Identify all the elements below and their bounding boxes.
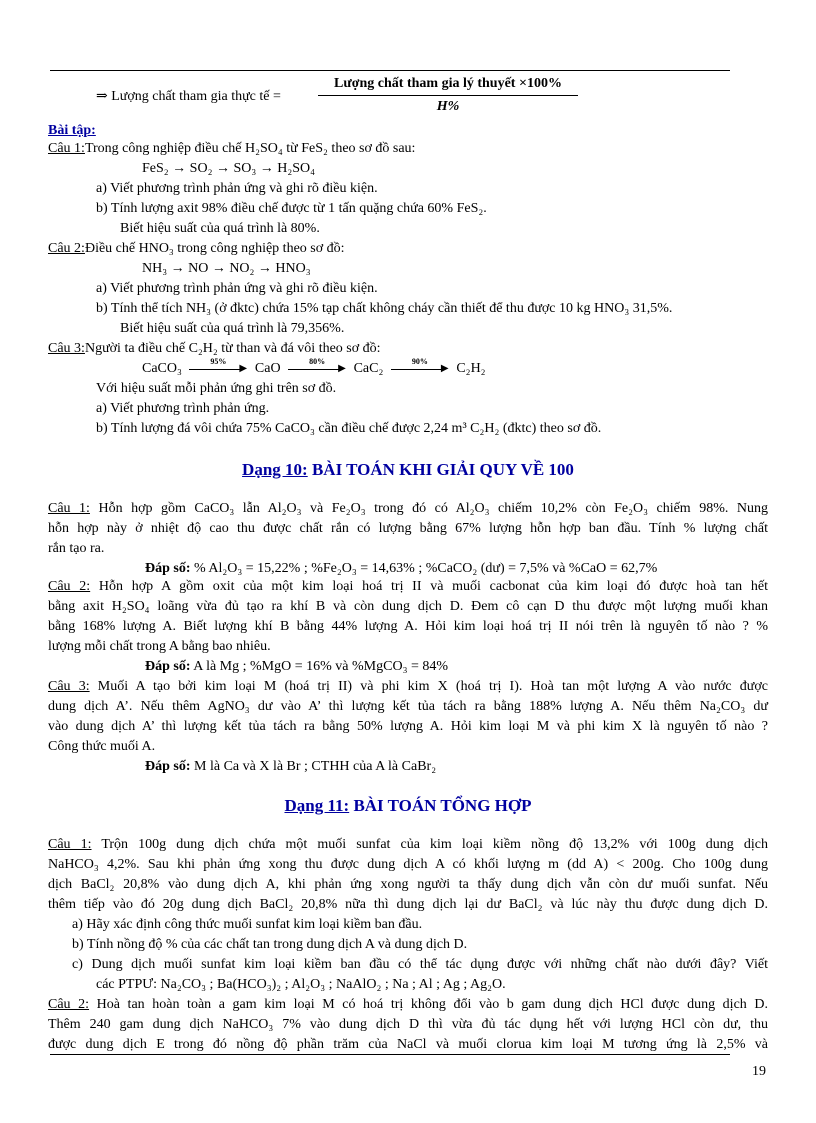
exercise-2 (48, 240, 345, 257)
answer-label: Đáp số: (145, 561, 191, 576)
scheme-species: CaC₂ (353, 361, 384, 376)
formula-numerator: Lượng chất tham gia lý thuyết ×100% (318, 76, 578, 96)
problem-line (48, 578, 768, 595)
question-part-a: a) Hãy xác định công thức muối sunfat kim loại kiềm ban đầu. (72, 917, 423, 932)
answer-text: M là Ca và X là Br ; CTHH của A là CaBr₂ (190, 759, 437, 774)
problem-line (48, 996, 768, 1013)
problem-text: Trộn 100g dung dịch chứa một muối sunfat của kim loại kiềm nồng độ 13,2% với 100g dung dịch (91, 837, 768, 852)
exercise-title: Bài tập: (48, 123, 96, 138)
arrow-icon: 95% ▶ (189, 363, 247, 375)
question-part-b-cont: Biết hiệu suất của quá trình là 79,356%. (120, 321, 345, 336)
section-label: Dạng 11: (284, 796, 350, 815)
question-part-b: b) Tính lượng đá vôi chứa 75% CaCO₃ cần điều chế được 2,24 m³ C₂H₂ (đktc) theo sơ đồ. (96, 421, 602, 436)
problem-text: Muối A tạo bởi kim loại M (hoá trị II) và phi kim X (hoá trị I). Hoà tan một lượng A vào nước được (89, 679, 768, 694)
problem-text: Hoà tan hoàn toàn a gam kim loại M có hoá trị không đổi vào b gam dung dịch HCl được dung dịch D. (89, 997, 768, 1012)
problem-line: dịch BaCl₂ 20,8% vào dung dịch A, khi phản ứng xong người ta thấy dung dịch vẫn còn dư muối sunfat. Nếu (48, 877, 768, 892)
problem-line: NaHCO₃ 4,2%. Sau khi phản ứng xong thu được dung dịch A có khối lượng m (dd A) < 200g. Cho 100g dung (48, 857, 768, 872)
problem-line: Thêm 240 gam dung dịch NaHCO₃ 7% vào dung dịch D thì vừa đủ tác dụng hết với lượng HCl còn dư, thu (48, 1017, 768, 1032)
problem-line: vào dung dịch A’ thì lượng kết tủa tách ra bằng 50% lượng A. Hỏi kim loại M và phi kim X là nguyên tố nào ? (48, 719, 768, 734)
problem-line: thêm tiếp vào đó 20g dung dịch BaCl₂ 20,8% nữa thì dung dịch lại dư BaCl₂ và lúc này thu được dung dịch D. (48, 897, 768, 912)
problem-line (48, 836, 768, 853)
question-part-a: a) Viết phương trình phản ứng và ghi rõ điều kiện. (96, 281, 378, 296)
section-heading (0, 796, 816, 816)
arrow-icon: 90% ▶ (391, 363, 449, 375)
answer-text: % Al₂O₃ = 15,22% ; %Fe₂O₃ = 14,63% ; %CaCO₂ (dư) = 7,5% và %CaO = 62,7% (190, 561, 658, 576)
problem-line: hỗn hợp này ở nhiệt độ cao thu được chất rắn có lượng bằng 67% lượng hỗn hợp ban đầu. Tính % lượng chất (48, 521, 768, 536)
formula-prefix: ⇒ Lượng chất tham gia thực tế = (96, 89, 281, 104)
answer-label: Đáp số: (145, 759, 191, 774)
scheme-note: Với hiệu suất mỗi phản ứng ghi trên sơ đồ. (96, 381, 337, 396)
answer-label: Đáp số: (145, 659, 191, 674)
question-part-c: c) Dung dịch muối sunfat kim loại kiềm ban đầu có thể tác dụng được với những chất nào dưới đây? Viết (72, 957, 768, 972)
yield-label: 95% (210, 356, 227, 366)
section-title: BÀI TOÁN TỔNG HỢP (349, 796, 532, 815)
footer-rule (50, 1054, 730, 1055)
answer-line (145, 658, 448, 675)
reaction-scheme: FeS₂ → SO₂ → SO₃ → H₂SO₄ (142, 161, 315, 176)
section-title: BÀI TOÁN KHI GIẢI QUY VỀ 100 (307, 460, 574, 479)
question-label: Câu 2: (48, 997, 90, 1012)
question-label: Câu 1: (48, 141, 85, 156)
problem-line: dung dịch A’. Nếu thêm AgNO₃ dư vào A’ thì lượng kết tủa tách ra bằng 188% lượng A. Nếu thêm Na₂CO₃ dư (48, 699, 768, 714)
answer-line (145, 560, 657, 577)
scheme-species: CaCO₃ (142, 361, 182, 376)
problem-text: Hỗn hợp gồm CaCO₃ lẫn Al₂O₃ và Fe₂O₃ trong đó có Al₂O₃ chiếm 10,2% còn Fe₂O₃ chiếm 98%. Nung (89, 501, 768, 516)
question-text: Người ta điều chế C₂H₂ từ than và đá vôi theo sơ đồ: (84, 341, 381, 356)
question-label: Câu 1: (48, 837, 92, 852)
exercise-1 (48, 140, 415, 157)
question-part-b: b) Tính nồng độ % của các chất tan trong dung dịch A và dung dịch D. (72, 937, 468, 952)
question-label: Câu 3: (48, 341, 85, 356)
problem-line (48, 500, 768, 517)
problem-line: Công thức muối A. (48, 739, 156, 754)
question-part-a: a) Viết phương trình phản ứng. (96, 401, 270, 416)
yield-label: 90% (411, 356, 428, 366)
problem-line: được dung dịch E trong đó nồng độ phần trăm của NaCl và muối clorua kim loại M tương ứng là 2,5% và (48, 1037, 768, 1052)
question-label: Câu 2: (48, 241, 85, 256)
reaction-scheme: NH₃ → NO → NO₂ → HNO₃ (142, 261, 311, 276)
section-label: Dạng 10: (242, 460, 308, 479)
problem-line: rắn tạo ra. (48, 541, 105, 556)
question-part-c-cont: các PTPƯ: Na₂CO₃ ; Ba(HCO₃)₂ ; Al₂O₃ ; NaAlO₂ ; Na ; Al ; Ag ; Ag₂O. (96, 977, 506, 992)
reaction-scheme-yield (142, 356, 486, 377)
problem-line: lượng mỗi chất trong A bằng bao nhiêu. (48, 639, 271, 654)
question-text: Điều chế HNO₃ trong công nghiệp theo sơ đồ: (84, 241, 345, 256)
scheme-species: CaO (254, 361, 281, 376)
problem-line: bằng axit H₂SO₄ loãng vừa đủ tạo ra khí B và còn dung dịch D. Đem cô cạn D thu được một lượng muối khan (48, 599, 768, 614)
formula-fraction (318, 76, 578, 115)
question-part-b-cont: Biết hiệu suất của quá trình là 80%. (120, 221, 320, 236)
answer-line (145, 758, 436, 775)
question-part-b: b) Tính thể tích NH₃ (ở đktc) chứa 15% tạp chất không cháy cần thiết để thu được 10 kg HNO₃ 31,5%. (96, 301, 673, 316)
problem-text: Hỗn hợp A gồm oxit của một kim loại hoá trị II và muối cacbonat của kim loại đó được hoà tan hết (90, 579, 768, 594)
problem-line: bằng 168% lượng A. Biết lượng khí B bằng 44% lượng A. Hỏi kim loại hoá trị II nói trên là nguyên tố nào ? % (48, 619, 768, 634)
header-rule (50, 70, 730, 71)
problem-line (48, 678, 768, 695)
yield-label: 80% (309, 356, 326, 366)
page-number: 19 (752, 1064, 766, 1079)
question-text: Trong công nghiệp điều chế H₂SO₄ từ FeS₂ theo sơ đồ sau: (84, 141, 416, 156)
question-label: Câu 2: (48, 579, 91, 594)
question-label: Câu 3: (48, 679, 90, 694)
section-heading (0, 460, 816, 480)
formula-denominator: H% (436, 99, 460, 114)
question-part-b: b) Tính lượng axit 98% điều chế được từ 1 tấn quặng chứa 60% FeS₂. (96, 201, 487, 216)
scheme-species: C₂H₂ (456, 361, 486, 376)
question-label: Câu 1: (48, 501, 90, 516)
question-part-a: a) Viết phương trình phản ứng và ghi rõ điều kiện. (96, 181, 378, 196)
arrow-icon: 80% ▶ (288, 363, 346, 375)
answer-text: A là Mg ; %MgO = 16% và %MgCO₃ = 84% (190, 659, 449, 674)
